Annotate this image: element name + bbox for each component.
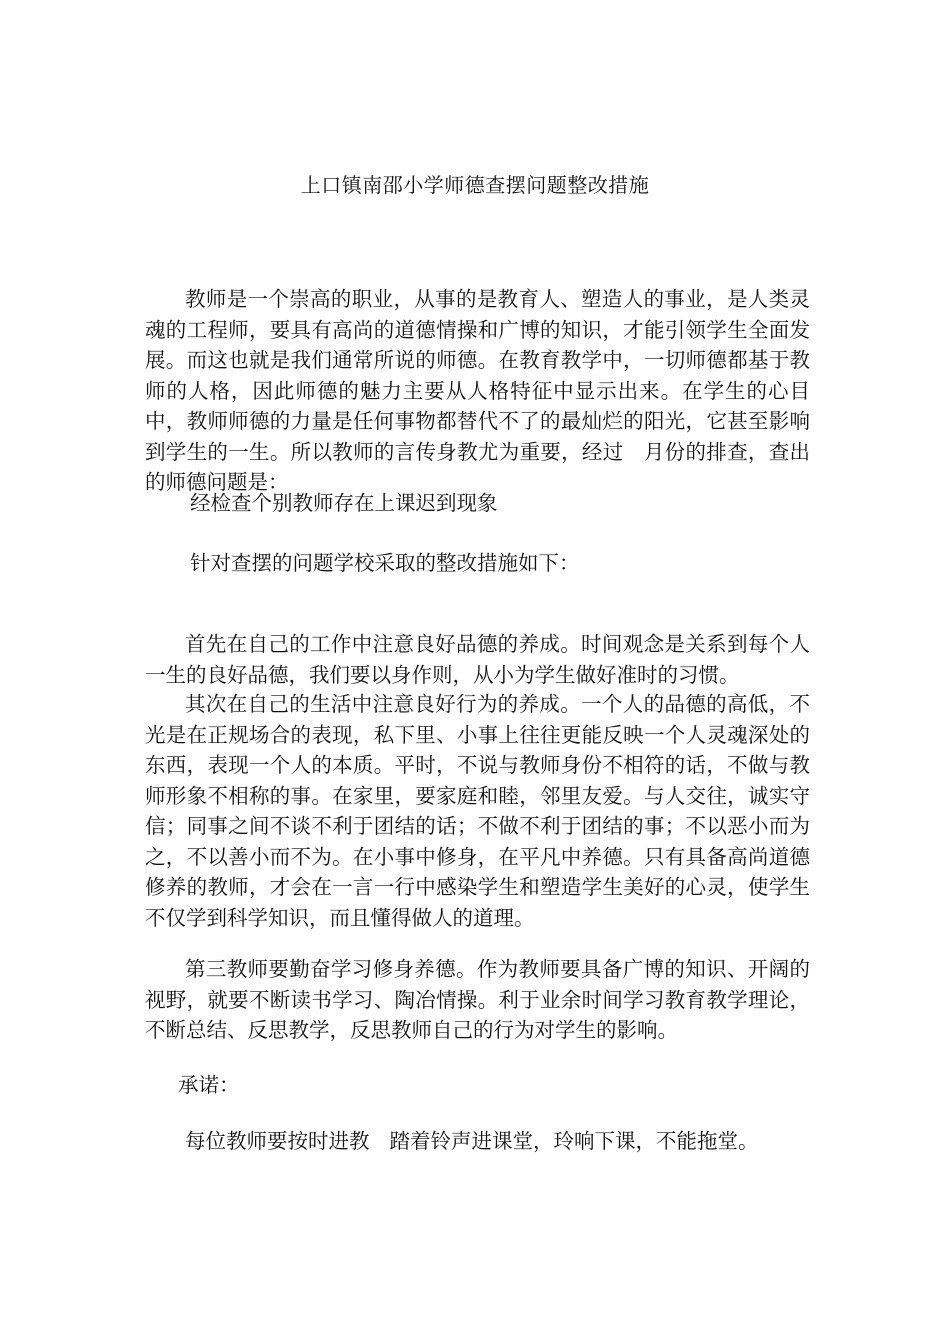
promise-paragraph (145, 1126, 810, 1157)
second-measure-paragraph: 其次在自己的生活中注意良好行为的养成。一个人的品德的高低，不光是在正规场合的表现，私下里、小事上往往更能反映一个人灵魂深处的东西，表现一个人的本质。平时，不说与教师身份不相符的话，不做与教师形象不相称的事。在家里，要家庭和睦，邻里友爱。与人交往，诚实守信；同事之间不谈不利于团结的话；不做不利于团结的事；不以恶小而为之，不以善小而不为。在小事中修身，在平凡中养德。只有具备高尚道德修养的教师，才会在一言一行中感染学生和塑造学生美好的心灵，使学生不仅学到科学知识，而且懂得做人的道理。 (145, 692, 810, 930)
third-measure-paragraph: 第三教师要勤奋学习修身养德。作为教师要具备广博的知识、开阔的视野，就要不断读书学习、陶冶情操。利于业余时间学习教育教学理论，不断总结、反思教学，反思教师自己的行为对学生的影响。 (145, 957, 810, 1042)
intro-paragraph (145, 284, 810, 498)
document-title: 上口镇南邵小学师德查摆问题整改措施 (300, 173, 650, 197)
promise-text-b: 踏着铃声进课堂，玲响下课，不能拖堂。 (389, 1129, 759, 1153)
first-measure-paragraph: 首先在自己的工作中注意良好品德的养成。时间观念是关系到每个人一生的良好品德，我们要以身作则，从小为学生做好准时的习惯。 (145, 632, 810, 687)
finding-paragraph: 经检查个别教师存在上课迟到现象 (190, 491, 498, 515)
intro-text-a: 教师是一个崇高的职业，从事的是教育人、塑造人的事业，是人类灵魂的工程师，要具有高尚的道德情操和广博的知识，才能引领学生全面发展。而这也就是我们通常所说的师德。在教育教学中，一切师德都基于教师的人格，因此师德的魅力主要从人格特征中显示出来。在学生的心目中，教师师德的力量是任何事物都替代不了的最灿烂的阳光，它甚至影响到学生的一生。所以教师的言传身教尤为重要，经过 (145, 287, 810, 464)
intro-text-b: 月份的排查，查出的师德问题是： (145, 439, 810, 494)
promise-label: 承诺： (178, 1073, 240, 1097)
promise-text-a: 每位教师要按时进教 (185, 1129, 370, 1153)
measures-intro-paragraph: 针对查摆的问题学校采取的整改措施如下： (190, 551, 580, 575)
